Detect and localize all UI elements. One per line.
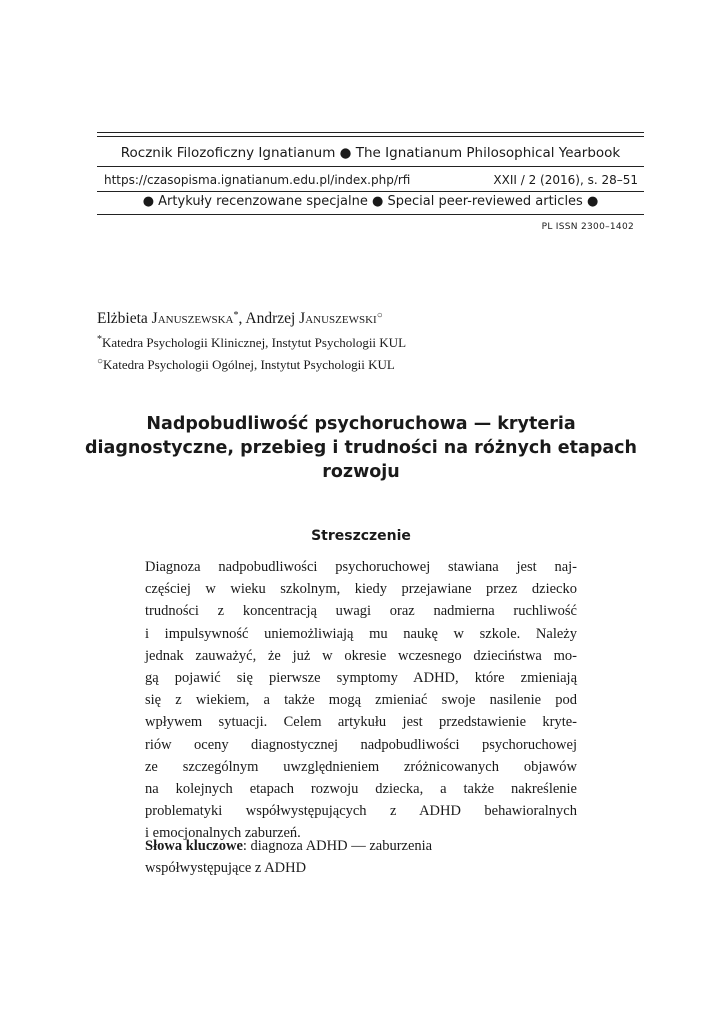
article-title <box>80 412 642 484</box>
affiliation-2-mark: ○ <box>97 356 104 367</box>
abstract-line: Diagnoza nadpobudliwości psychoruchowej stawiana jest naj- <box>145 559 577 575</box>
journal-url[interactable]: https://czasopisma.ignatianum.edu.pl/index.php/rfi <box>104 173 411 187</box>
affiliation-1-mark: * <box>97 334 102 345</box>
article-type-line: ● Artykuły recenzowane specjalne ● Special peer-reviewed articles ● <box>142 194 599 209</box>
affiliation-1 <box>97 334 406 351</box>
abstract-line: jednak zauważyć, że już w okresie wczesnego dzieciństwa mo- <box>145 647 577 664</box>
keywords-line-1 <box>145 835 577 857</box>
title-line-3: rozwoju <box>322 462 400 482</box>
abstract-line: i impulsywność uniemożliwiają mu naukę w szkole. Należy <box>145 625 577 642</box>
issn-label: PL ISSN 2300–1402 <box>541 222 634 232</box>
abstract-line: częściej w wieku szkolnym, kiedy przejawiane przez dziecko <box>145 581 577 598</box>
abstract-line: trudności z koncentracją uwagi oraz nadmierna ruchliwość <box>145 603 577 620</box>
abstract-line: i emocjonalnych zaburzeń. <box>145 825 301 842</box>
author1-first-name: Elżbieta <box>97 310 148 327</box>
header-top-rule-2 <box>97 136 644 137</box>
title-line-2: diagnostyczne, przebieg i trudności na różnych etapach <box>84 438 638 458</box>
keywords-text-1: : diagnoza ADHD — zaburzenia <box>242 838 433 854</box>
authors-separator: , <box>238 310 246 327</box>
header-top-rule-1 <box>97 132 644 133</box>
affiliation-2 <box>97 356 395 373</box>
keywords <box>145 835 577 879</box>
author2-last-name: Januszewski <box>299 310 377 327</box>
journal-name: Rocznik Filozoficzny Ignatianum ● The Ignatianum Philosophical Yearbook <box>120 145 621 161</box>
abstract-line: ze szczególnym uwzględnieniem zróżnicowanych objawów <box>145 758 577 775</box>
header-bottom-rule <box>97 214 644 215</box>
author1-mark: * <box>233 310 239 321</box>
header-rule-3 <box>97 191 644 192</box>
author1-last-name: Januszewska <box>151 310 234 327</box>
abstract-line: wpływem sytuacji. Celem artykułu jest przedstawienie kryte- <box>145 714 577 731</box>
abstract-line: problematyki współwystępujących z ADHD behawioralnych <box>145 803 577 820</box>
affiliation-1-text: Katedra Psychologii Klinicznej, Instytut Psychologii KUL <box>102 335 407 350</box>
abstract-line: riów oceny diagnostycznej nadpobudliwości psychoruchowej <box>145 736 577 753</box>
header-mid-rule <box>97 166 644 167</box>
journal-info-line <box>104 173 638 187</box>
affiliation-2-text: Katedra Psychologii Ogólnej, Instytut Psychologii KUL <box>103 357 395 372</box>
author2-first-name: Andrzej <box>245 310 296 327</box>
abstract-line: gą pojawić się pierwsze symptomy ADHD, które zmieniają <box>145 670 577 687</box>
abstract-line: się z wiekiem, a także mogą zmieniać swoje nasilenie pod <box>145 692 577 709</box>
abstract-body <box>145 556 577 845</box>
abstract-line: na kolejnych etapach rozwoju dziecka, a także nakreślenie <box>145 781 577 798</box>
journal-volume: XXII / 2 (2016), s. 28–51 <box>493 173 638 187</box>
author2-mark: ○ <box>376 310 383 321</box>
keywords-text-2: współwystępujące z ADHD <box>145 860 307 876</box>
title-line-1: Nadpobudliwość psychoruchowa — kryteria <box>146 414 576 434</box>
authors-line <box>97 310 383 328</box>
keywords-label: Słowa kluczowe <box>145 838 243 854</box>
abstract-heading: Streszczenie <box>311 528 411 544</box>
